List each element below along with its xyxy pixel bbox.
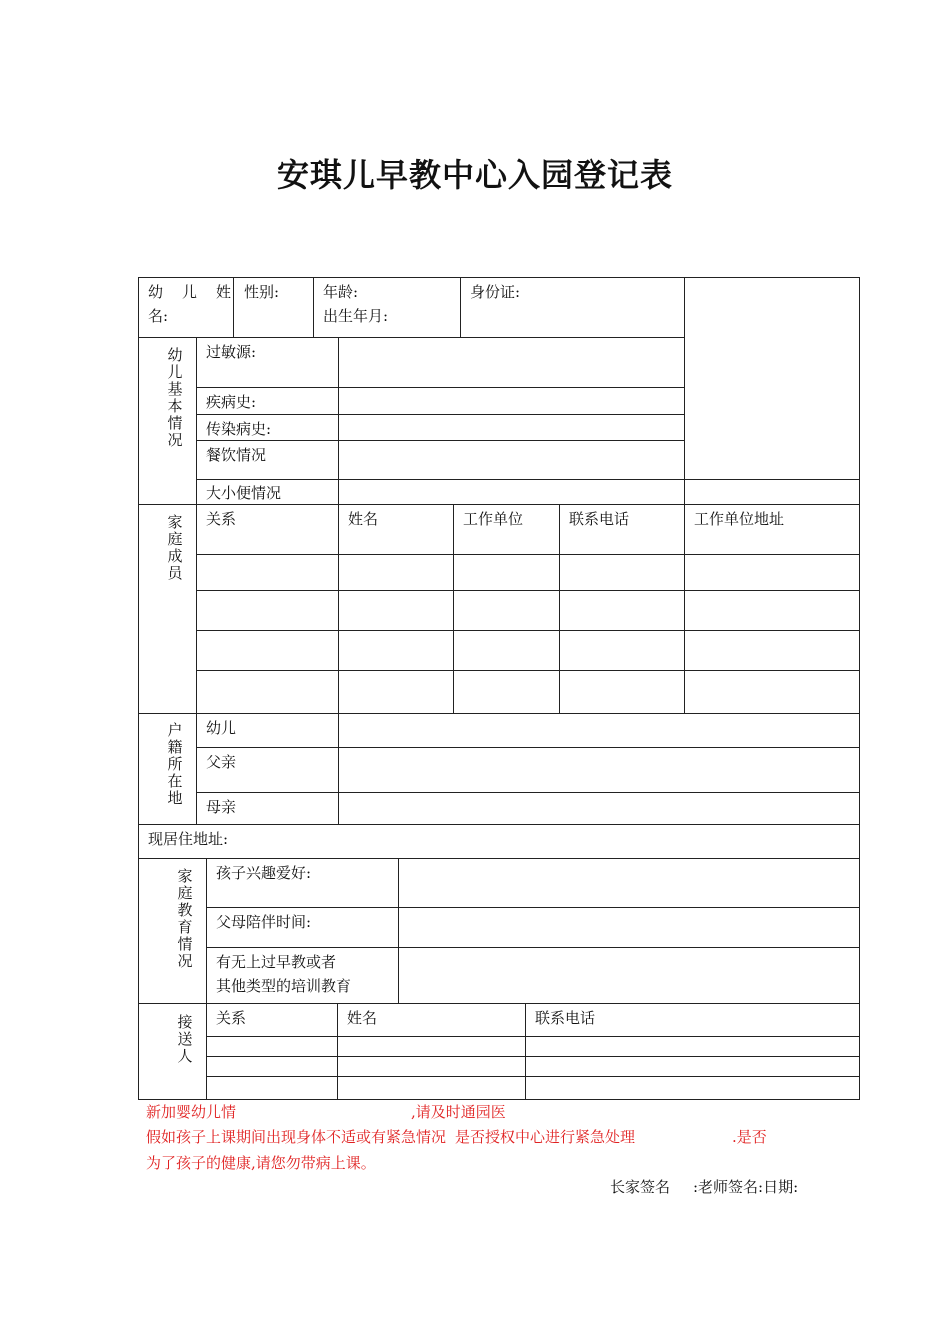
note-line-1: 新加婴幼儿情: [146, 1103, 237, 1121]
grid-line: [138, 824, 860, 825]
grid-line: [398, 858, 399, 1003]
grid-line: [233, 277, 234, 337]
hobby-label: 孩子兴趣爱好:: [216, 864, 312, 882]
grid-line: [338, 337, 339, 824]
grid-line: [684, 504, 685, 713]
id-card-label: 身份证:: [470, 283, 521, 301]
grid-line: [525, 1003, 526, 1099]
grid-line: [196, 414, 685, 415]
registration-form: 幼 儿 姓 名: 性别: 年龄: 出生年月: 身份证: 幼 儿 基 本 情 况 过敏源: 疾病史: 传染病史: 餐饮情况 大小便情况 家 庭 成 员 关系 姓名 工作单位 联系电话 工作单位地址 户 籍 所 在 地 幼儿 父亲 母亲 现居住地址: 家 庭 教 育 情 况 孩子兴趣爱好: 父母陪伴时间: 有无上过早教或者 其他类型的培训教育 接 送 人 关系 姓名 联系电话: [0, 0, 950, 1344]
disease-history-label: 疾病史:: [206, 393, 257, 411]
household-mother-label: 母亲: [206, 798, 237, 816]
grid-line: [196, 387, 685, 388]
note-line-1-cont: ,请及时通园医: [411, 1103, 506, 1121]
grid-line: [313, 277, 314, 337]
family-header-relation: 关系: [206, 510, 237, 528]
current-address-label: 现居住地址:: [148, 830, 229, 848]
grid-line: [206, 1036, 860, 1037]
note-line-2: 假如孩子上课期间出现身体不适或有紧急情况: [146, 1128, 447, 1146]
grid-line: [337, 1003, 338, 1099]
grid-line: [453, 504, 454, 713]
grid-line: [196, 630, 860, 631]
grid-line: [138, 713, 860, 714]
note-line-2-end: .是否: [732, 1128, 767, 1146]
training-label-cont: 其他类型的培训教育: [216, 977, 352, 995]
family-header-employer: 工作单位: [463, 510, 524, 528]
grid-line: [684, 277, 685, 504]
grid-line: [859, 277, 860, 1099]
grid-line: [138, 504, 860, 505]
note-line-2-cont: 是否授权中心进行紧急处理: [455, 1128, 636, 1146]
gender-label: 性别:: [244, 283, 280, 301]
birth-label: 出生年月:: [323, 307, 389, 325]
teacher-signature-date-label: :老师签名:日期:: [693, 1178, 799, 1196]
note-line-3: 为了孩子的健康,请您勿带病上课。: [146, 1154, 376, 1172]
child-name-label-cont: 名:: [148, 307, 169, 325]
household-father-label: 父亲: [206, 753, 237, 771]
page-title: 安琪儿早教中心入园登记表: [276, 156, 673, 194]
grid-line: [460, 277, 461, 337]
grid-line: [196, 792, 860, 793]
family-header-name: 姓名: [348, 510, 379, 528]
grid-line: [196, 337, 197, 824]
training-label: 有无上过早教或者: [216, 953, 337, 971]
parent-signature-label: 长家签名: [610, 1178, 671, 1196]
grid-line: [206, 907, 860, 908]
grid-line: [138, 277, 860, 278]
age-label: 年龄:: [323, 283, 359, 301]
grid-line: [206, 1056, 860, 1057]
grid-line: [206, 1076, 860, 1077]
grid-line: [206, 858, 207, 1099]
grid-line: [138, 337, 685, 338]
family-header-employer-address: 工作单位地址: [694, 510, 785, 528]
grid-line: [196, 670, 860, 671]
grid-line: [196, 440, 685, 441]
family-header-phone: 联系电话: [569, 510, 630, 528]
household-child-label: 幼儿: [206, 719, 237, 737]
grid-line: [138, 1099, 860, 1100]
parent-time-label: 父母陪伴时间:: [216, 913, 312, 931]
grid-line: [196, 554, 860, 555]
pickup-header-phone: 联系电话: [535, 1009, 596, 1027]
allergy-label: 过敏源:: [206, 343, 257, 361]
grid-line: [196, 479, 860, 480]
grid-line: [138, 277, 139, 1099]
diet-label: 餐饮情况: [206, 446, 267, 464]
grid-line: [559, 504, 560, 713]
grid-line: [196, 590, 860, 591]
grid-line: [196, 747, 860, 748]
pickup-header-relation: 关系: [216, 1009, 247, 1027]
toilet-label: 大小便情况: [206, 484, 282, 502]
infectious-history-label: 传染病史:: [206, 420, 272, 438]
grid-line: [138, 1003, 860, 1004]
child-name-label: 幼 儿 姓: [148, 283, 234, 301]
grid-line: [206, 947, 860, 948]
grid-line: [138, 858, 860, 859]
pickup-header-name: 姓名: [347, 1009, 378, 1027]
